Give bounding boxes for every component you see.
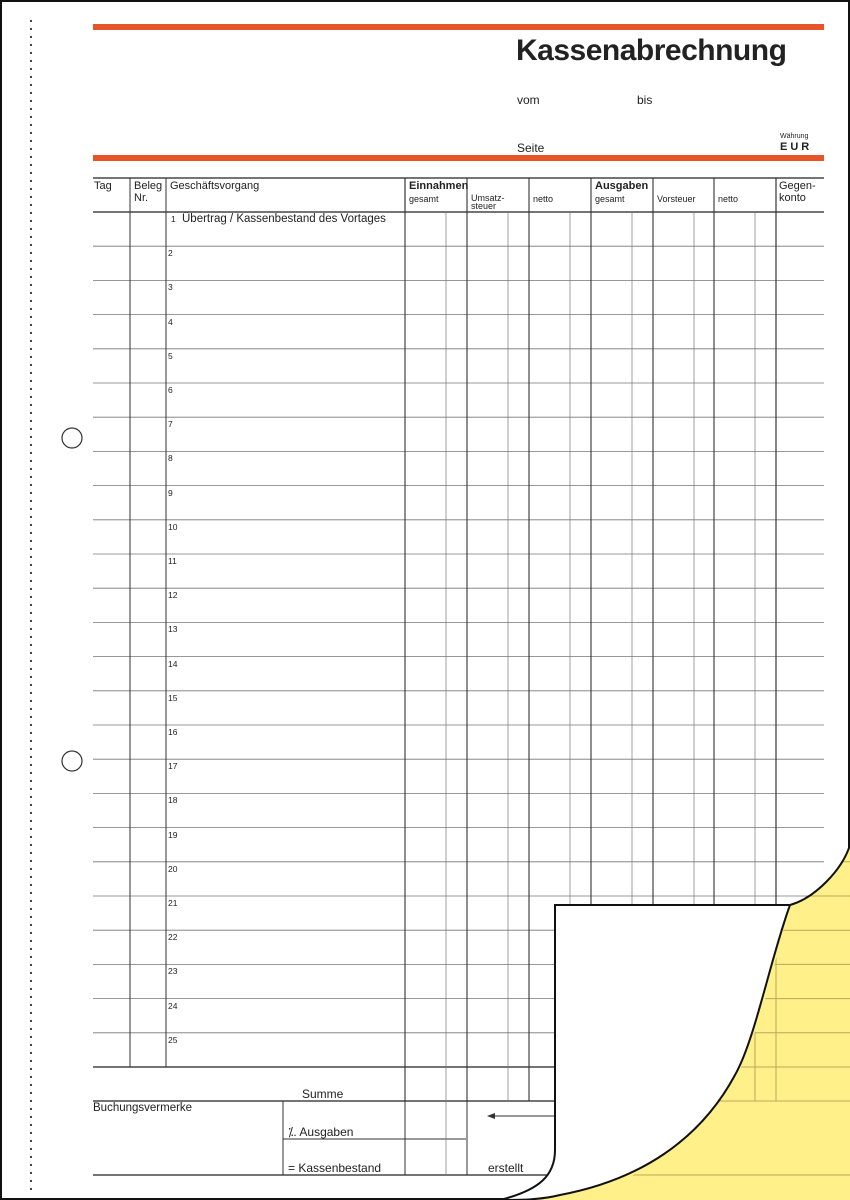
row-number: 18 <box>168 795 178 806</box>
row-number: 10 <box>168 521 178 532</box>
row-number: 2 <box>168 248 173 259</box>
col-ausgaben-header: Ausgaben <box>595 180 649 192</box>
col-beleg-header-1: Beleg <box>134 180 163 192</box>
row-number: 21 <box>168 898 178 908</box>
row-number: 19 <box>168 829 178 840</box>
col-gegen-1: Gegen- <box>779 180 816 192</box>
summe-label: Summe <box>302 1087 344 1101</box>
bis-label: bis <box>637 93 653 107</box>
vom-label: vom <box>517 93 540 107</box>
row-number: 8 <box>168 453 173 464</box>
waehrung-value: EUR <box>780 141 813 153</box>
row-number: 14 <box>168 658 178 669</box>
buchungsvermerke-label: Buchungsvermerke <box>93 1102 193 1114</box>
kassenbestand-label: = Kassenbestand <box>288 1161 382 1175</box>
row-number: 3 <box>168 282 173 293</box>
row-number: 24 <box>168 1000 178 1011</box>
row-number: 20 <box>168 863 178 874</box>
row-number: 13 <box>168 624 178 635</box>
row-number: 23 <box>168 966 178 977</box>
row-number: 5 <box>168 350 173 361</box>
row-number: 6 <box>168 385 173 395</box>
row-number: 9 <box>168 487 173 498</box>
first-row-text: Übertrag / Kassenbestand des Vortages <box>182 213 386 225</box>
form-title: Kassenabrechnung <box>516 34 787 67</box>
row-number: 17 <box>168 761 178 772</box>
row-number: 22 <box>168 932 178 943</box>
col-vorsteuer: Vorsteuer <box>657 194 696 204</box>
col-beleg-header-2: Nr. <box>134 192 149 204</box>
col-ausgaben-gesamt: gesamt <box>595 194 625 204</box>
minus-ausgaben-label: ⁒. Ausgaben <box>288 1125 354 1139</box>
row-number: 16 <box>168 727 178 737</box>
row-number: 1 <box>171 214 176 224</box>
waehrung-label: Währung <box>780 133 809 140</box>
col-einnahmen-netto: netto <box>533 194 554 204</box>
col-vorgang-header: Geschäftsvorgang <box>170 180 260 192</box>
col-umsatz-1: Umsatz- <box>471 193 505 203</box>
col-tag-header: Tag <box>94 180 112 192</box>
row-number: 11 <box>168 556 177 566</box>
erstellt-label: erstellt <box>488 1161 524 1175</box>
col-umsatz-2: steuer <box>471 201 497 211</box>
col-gegen-2: konto <box>779 192 806 204</box>
col-einnahmen-gesamt: gesamt <box>409 194 439 204</box>
row-number: 7 <box>168 419 173 430</box>
row-number: 25 <box>168 1034 178 1045</box>
col-ausgaben-netto: netto <box>718 194 739 204</box>
row-number: 12 <box>168 590 178 601</box>
seite-label: Seite <box>517 141 545 155</box>
col-einnahmen-header: Einnahmen <box>409 180 469 192</box>
row-number: 15 <box>168 692 178 703</box>
row-number: 4 <box>168 316 173 327</box>
